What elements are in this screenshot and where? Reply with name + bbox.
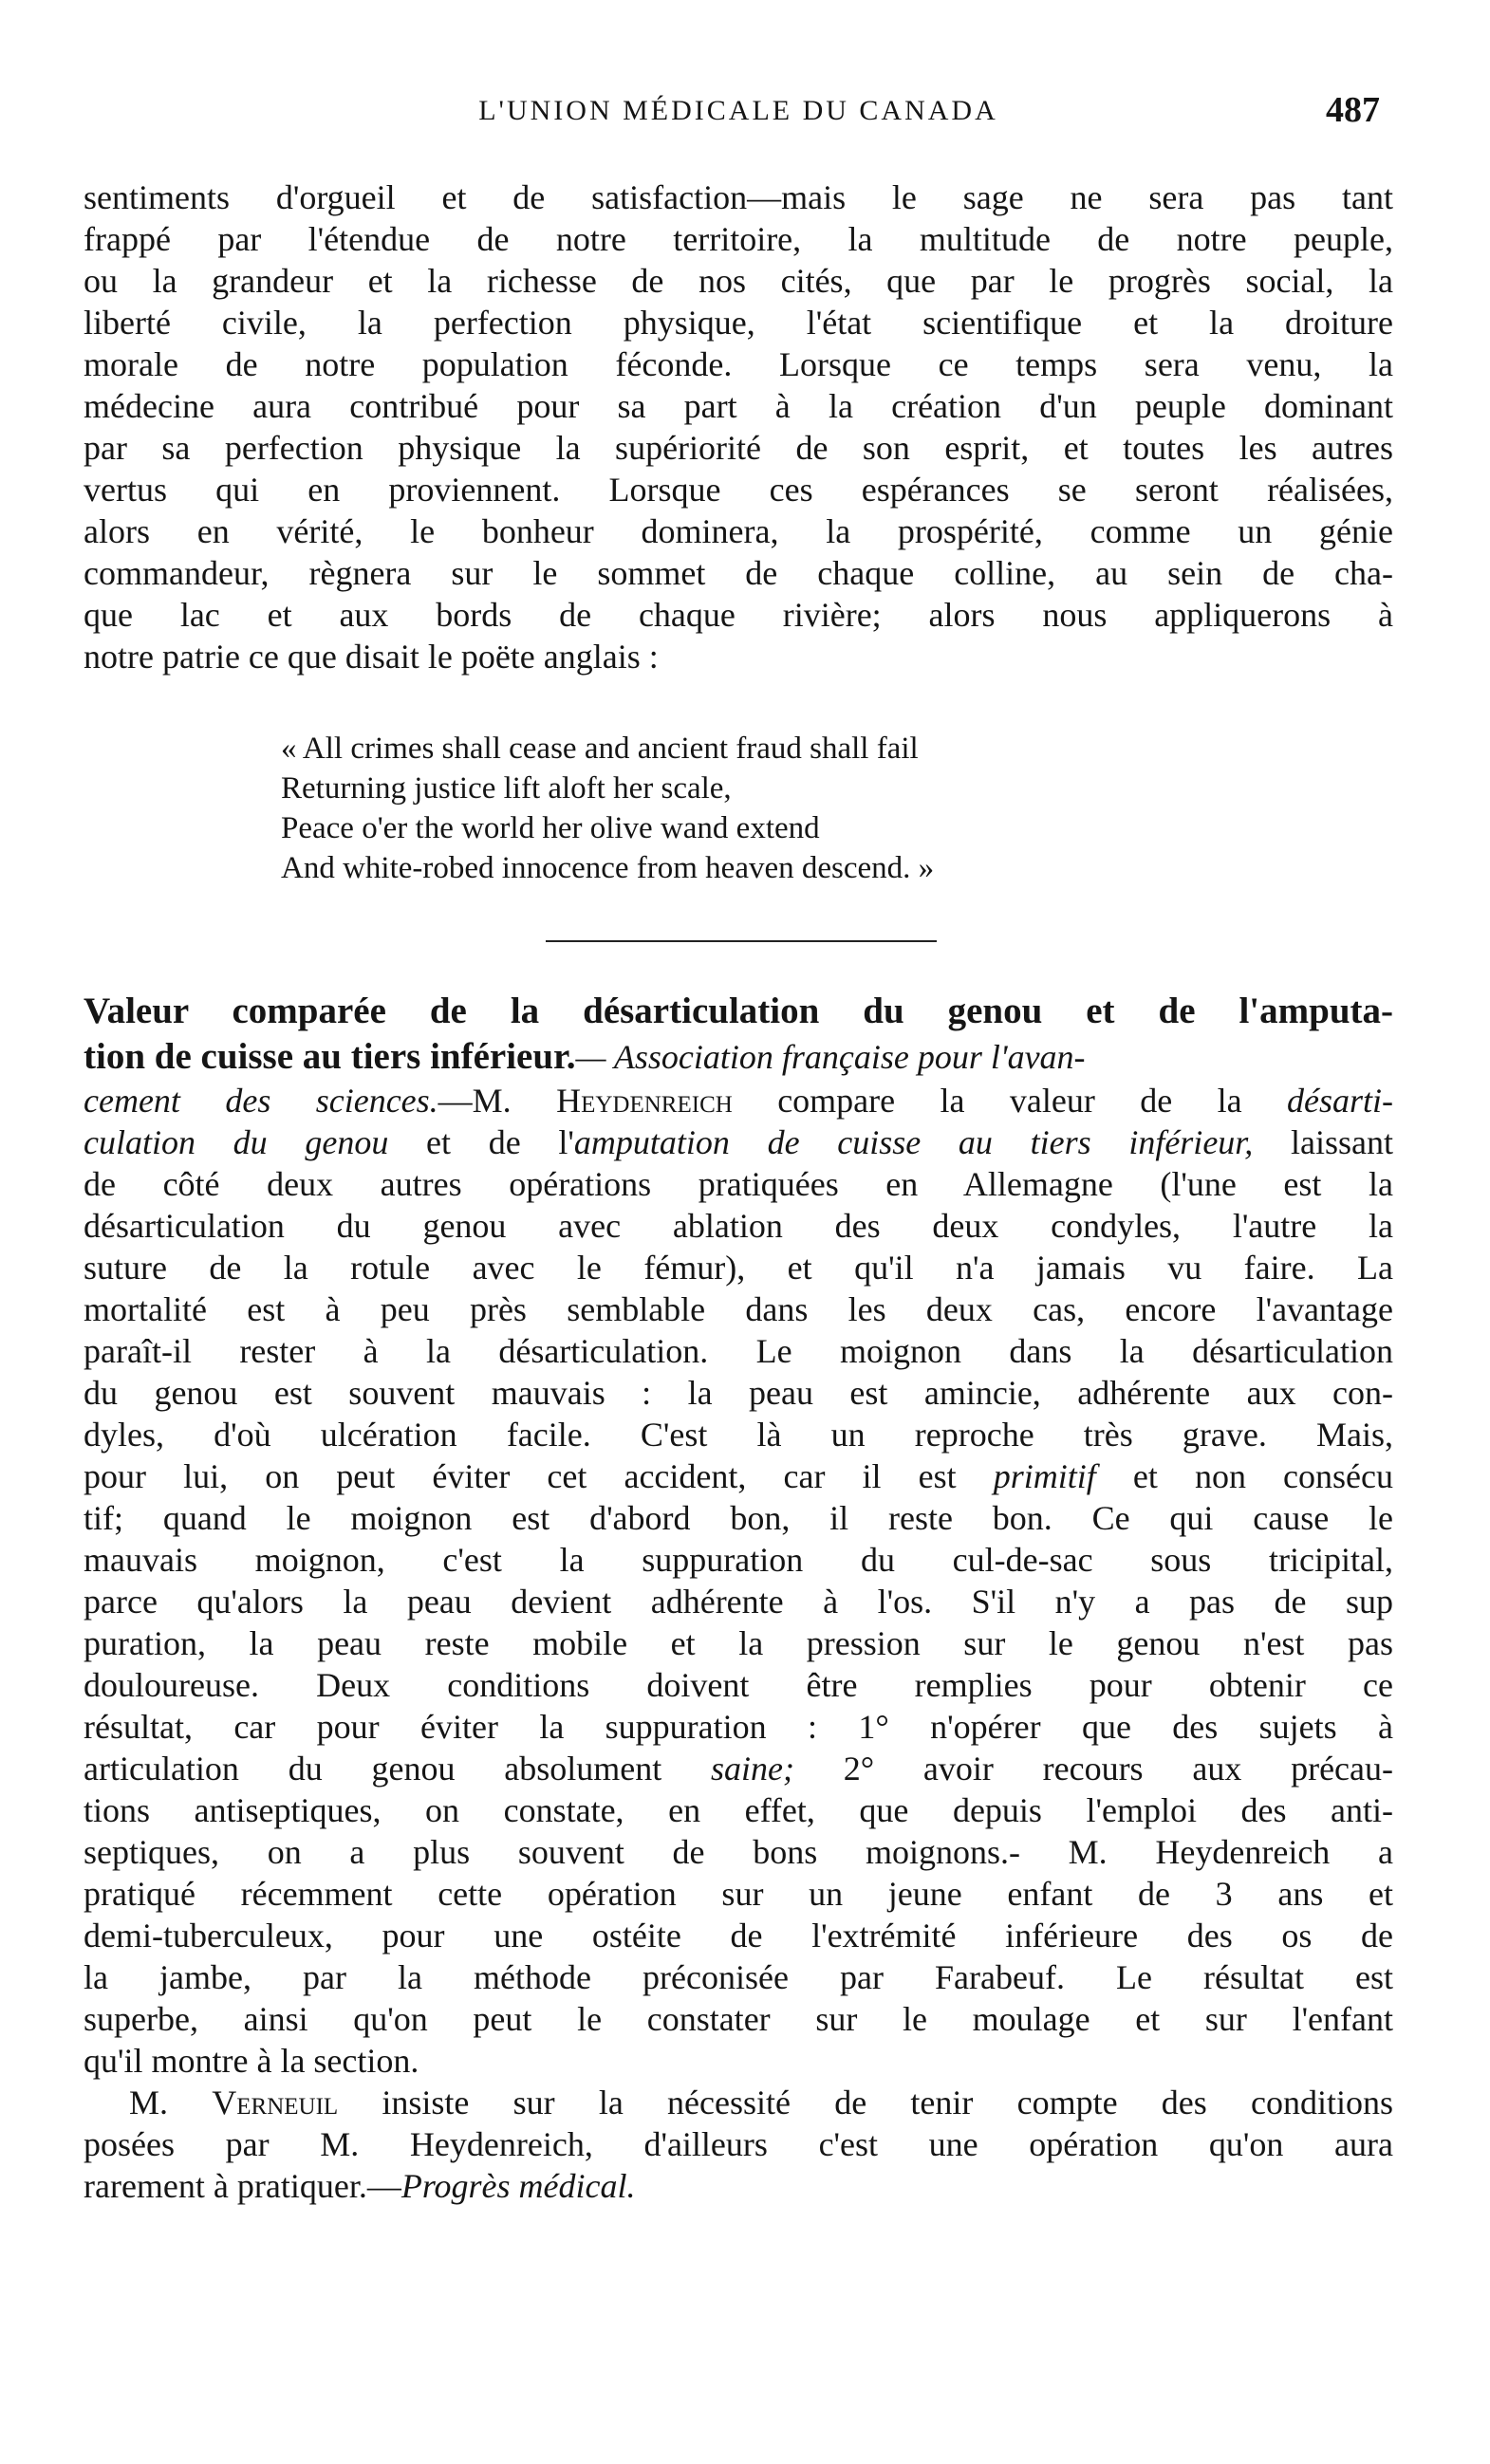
poem-verse: Peace o'er the world her olive wand extend [281, 811, 820, 845]
text-line: commandeur, règnera sur le sommet de chaque colline, au sein de cha- [84, 554, 1393, 592]
article-body [84, 1080, 1393, 2207]
text-line: demi-tuberculeux, pour une ostéite de l'extrémité inférieure des os de [84, 1917, 1393, 1955]
text-span: rarement à pratiquer.— [84, 2167, 401, 2205]
text-line: tions antiseptiques, on constate, en effet, que depuis l'emploi des anti- [84, 1791, 1393, 1829]
italic-text: culation du genou [84, 1123, 389, 1161]
author-name: Verneuil [212, 2084, 339, 2121]
text-line: de côté deux autres opérations pratiquées en Allemagne (l'une est la [84, 1165, 1393, 1203]
text-span: pour lui, on peut éviter cet accident, car il est [84, 1457, 957, 1495]
italic-text: cement des sciences. [84, 1082, 438, 1120]
text-line: posées par M. Heydenreich, d'ailleurs c'est une opération qu'on aura [84, 2125, 1393, 2163]
text-line: désarticulation du genou avec ablation des deux condyles, l'autre la [84, 1207, 1393, 1245]
text-line: suture de la rotule avec le fémur), et qu'il n'a jamais vu faire. La [84, 1249, 1393, 1287]
author-name: Heydenreich [556, 1082, 733, 1120]
text-line: par sa perfection physique la supériorité de son esprit, et toutes les autres [84, 429, 1393, 467]
text-span: laissant [1253, 1123, 1393, 1161]
text-line: sentiments d'orgueil et de satisfaction—mais le sage ne sera pas tant [84, 178, 1393, 216]
text-line: vertus qui en proviennent. Lorsque ces espérances se seront réalisées, [84, 471, 1393, 509]
section-divider [546, 940, 937, 942]
text-line: tif; quand le moignon est d'abord bon, il reste bon. Ce qui cause le [84, 1499, 1393, 1537]
text-line: superbe, ainsi qu'on peut le constater sur le moulage et sur l'enfant [84, 2000, 1393, 2038]
intro-paragraph [84, 176, 1393, 677]
page-number: 487 [1326, 90, 1380, 130]
italic-text: amputation de cuisse au tiers inférieur, [573, 1123, 1254, 1161]
poem-quotation [281, 729, 1211, 888]
text-line: frappé par l'étendue de notre territoire, la multitude de notre peuple, [84, 220, 1393, 258]
text-line: septiques, on a plus souvent de bons moignons.- M. Heydenreich a [84, 1833, 1393, 1871]
text-line: la jambe, par la méthode préconisée par Farabeuf. Le résultat est [84, 1958, 1393, 1996]
italic-text: primitif [993, 1457, 1096, 1495]
text-span: et de l' [388, 1123, 574, 1161]
source-citation: Progrès médical. [400, 2167, 636, 2205]
text-line [84, 1121, 1393, 1163]
heading-bold-text: tion de cuisse au tiers inférieur. [84, 1036, 576, 1077]
text-line: médecine aura contribué pour sa part à la création d'un peuple dominant [84, 387, 1393, 425]
text-line: paraît-il rester à la désarticulation. Le moignon dans la désarticulation [84, 1332, 1393, 1370]
text-span: 2° avoir recours aux précau- [793, 1750, 1393, 1788]
text-line: parce qu'alors la peau devient adhérente à l'os. S'il n'y a pas de sup [84, 1583, 1393, 1621]
running-title: L'UNION MÉDICALE DU CANADA [478, 95, 998, 126]
italic-text: désarti- [1287, 1082, 1394, 1120]
article-heading [84, 989, 1393, 1080]
running-header [84, 90, 1393, 142]
heading-line: Valeur comparée de la désarticulation du genou et de l'amputa- [84, 991, 1393, 1031]
text-span: et non consécu [1095, 1457, 1394, 1495]
heading-line [84, 1034, 1393, 1080]
text-span: compare la valeur de la [732, 1082, 1288, 1120]
text-line: puration, la peau reste mobile et la pression sur le genou n'est pas [84, 1624, 1393, 1662]
text-line: mortalité est à peu près semblable dans les deux cas, encore l'avantage [84, 1290, 1393, 1328]
poem-verse: « All crimes shall cease and ancient fraud shall fail [281, 732, 919, 766]
text-line: ou la grandeur et la richesse de nos cités, que par le progrès social, la [84, 262, 1393, 300]
text-line [84, 1455, 1393, 1497]
text-line: résultat, car pour éviter la suppuration : 1° n'opérer que des sujets à [84, 1708, 1393, 1746]
text-line: qu'il montre à la section. [84, 2042, 419, 2080]
text-span: insiste sur la nécessité de tenir compte des conditions [338, 2084, 1394, 2121]
text-span: articulation du genou absolument [84, 1750, 711, 1788]
poem-verse: And white-robed innocence from heaven descend. » [281, 851, 935, 885]
text-line: mauvais moignon, c'est la suppuration du cul-de-sac sous tricipital, [84, 1541, 1393, 1579]
text-line: douloureuse. Deux conditions doivent être remplies pour obtenir ce [84, 1666, 1393, 1704]
text-line: du genou est souvent mauvais : la peau est amincie, adhérente aux con- [84, 1374, 1393, 1412]
text-line: liberté civile, la perfection physique, l'état scientifique et la droiture [84, 304, 1393, 342]
text-line [84, 2082, 1393, 2123]
text-line: alors en vérité, le bonheur dominera, la prospérité, comme un génie [84, 512, 1393, 550]
italic-text: saine; [710, 1750, 794, 1788]
heading-source-text: — Association française pour l'avan- [575, 1038, 1086, 1076]
text-span: —M. [438, 1082, 557, 1120]
text-line: pratiqué récemment cette opération sur un jeune enfant de 3 ans et [84, 1875, 1393, 1913]
text-line [84, 1080, 1393, 1121]
text-span: M. [129, 2084, 213, 2121]
text-line [84, 2165, 1393, 2207]
text-line: que lac et aux bords de chaque rivière; alors nous appliquerons à [84, 596, 1393, 634]
text-line [84, 1748, 1393, 1789]
text-line: morale de notre population féconde. Lorsque ce temps sera venu, la [84, 345, 1393, 383]
poem-verse: Returning justice lift aloft her scale, [281, 771, 732, 806]
text-line: dyles, d'où ulcération facile. C'est là un reproche très grave. Mais, [84, 1416, 1393, 1454]
text-line: notre patrie ce que disait le poëte anglais : [84, 638, 659, 676]
